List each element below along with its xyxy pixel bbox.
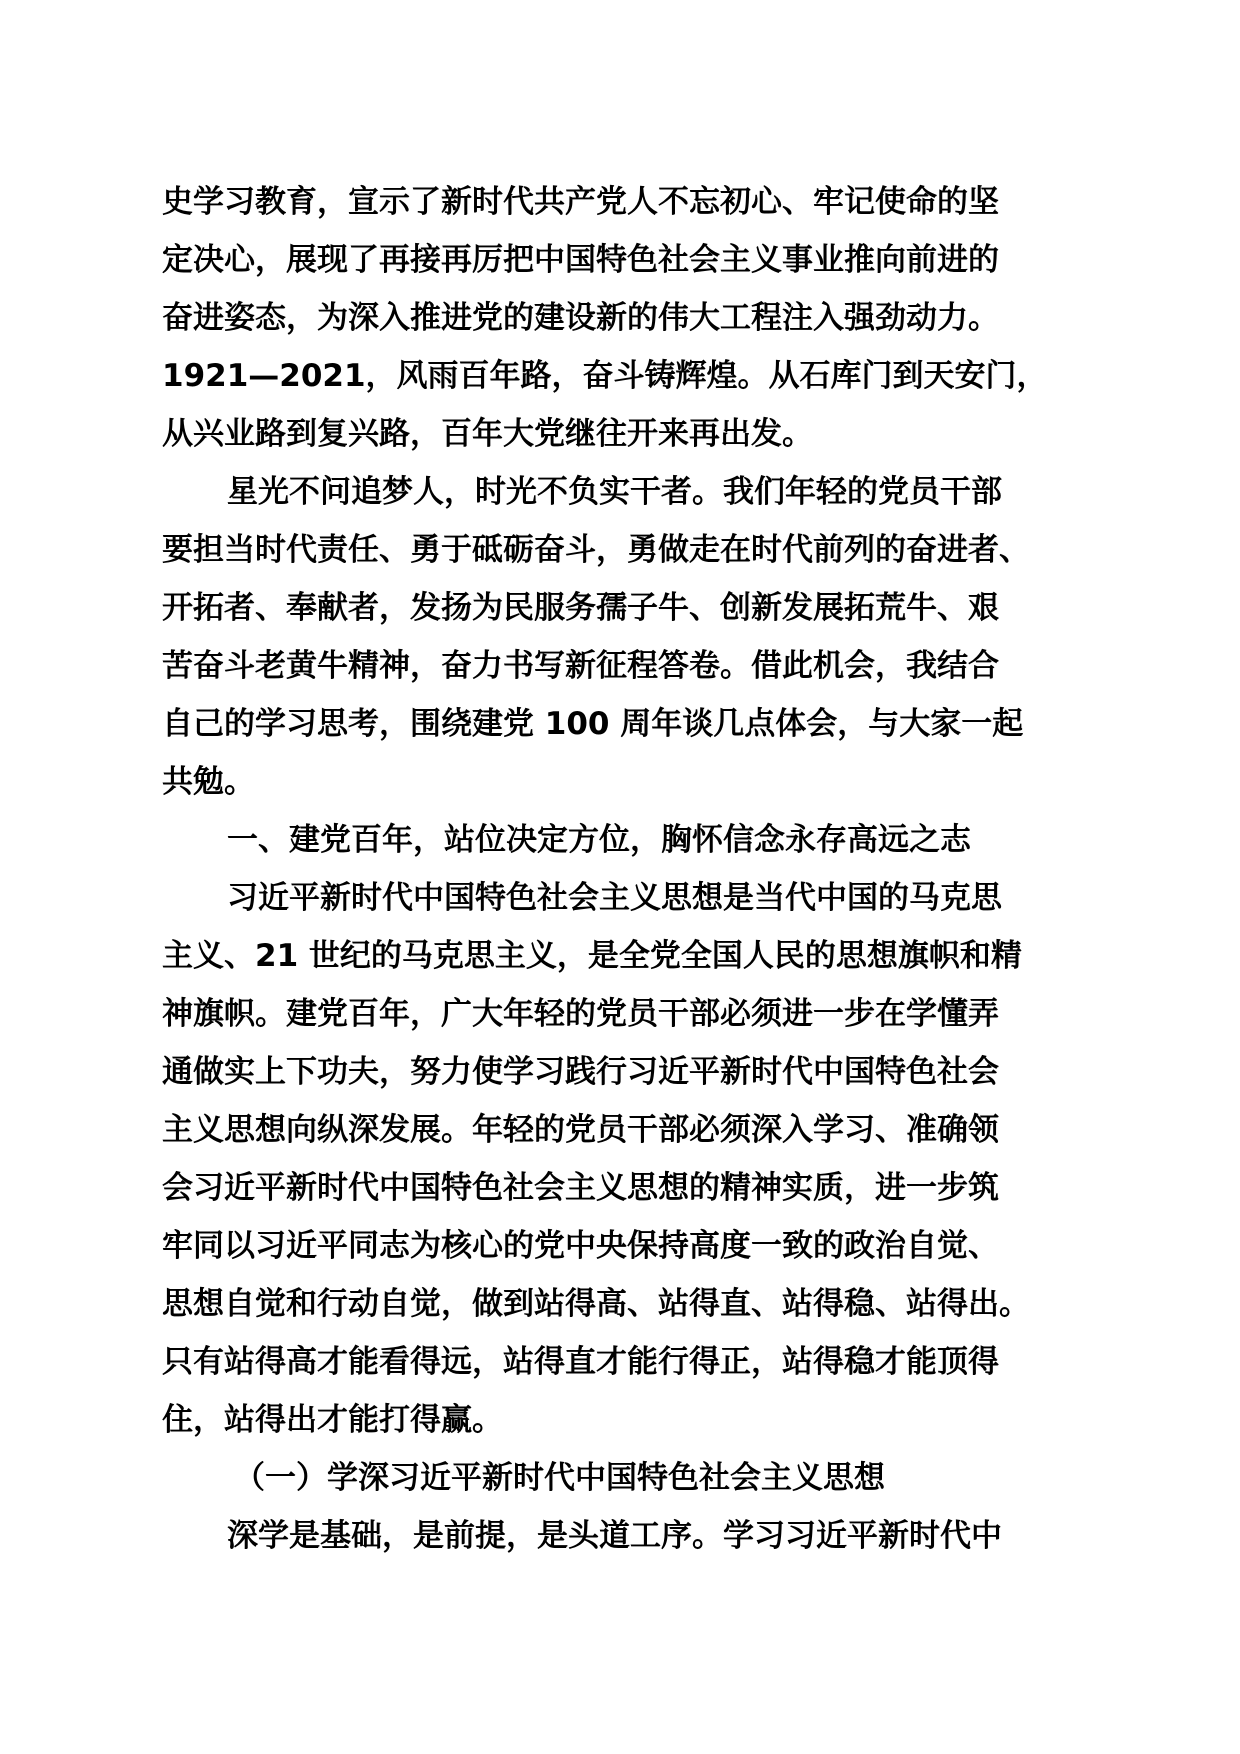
- subsection-heading: （一）学深习近平新时代中国特色社会主义思想: [234, 1460, 885, 1496]
- paragraph-line: 苦奋斗老黄牛精神，奋力书写新征程答卷。借此机会，我结合: [162, 648, 999, 684]
- paragraph-line: 开拓者、奉献者，发扬为民服务孺子牛、创新发展拓荒牛、艰: [162, 590, 999, 626]
- paragraph-line: 1921—2021，风雨百年路，奋斗铸辉煌。从石库门到天安门，: [162, 358, 1048, 394]
- paragraph-line: 会习近平新时代中国特色社会主义思想的精神实质，进一步筑: [162, 1170, 999, 1206]
- paragraph-line: 只有站得高才能看得远，站得直才能行得正，站得稳才能顶得: [162, 1344, 999, 1380]
- paragraph-line: 星光不问追梦人，时光不负实干者。我们年轻的党员干部: [227, 474, 1002, 510]
- section-heading: 一、建党百年，站位决定方位，胸怀信念永存高远之志: [227, 822, 971, 858]
- paragraph-line: 牢同以习近平同志为核心的党中央保持高度一致的政治自觉、: [162, 1228, 999, 1264]
- paragraph-line: 自己的学习思考，围绕建党 100 周年谈几点体会，与大家一起: [162, 706, 1024, 742]
- paragraph-line: 共勉。: [162, 764, 255, 800]
- paragraph-line: 神旗帜。建党百年，广大年轻的党员干部必须进一步在学懂弄: [162, 996, 999, 1032]
- paragraph-line: 史学习教育，宣示了新时代共产党人不忘初心、牢记使命的坚: [162, 184, 999, 220]
- paragraph-line: 习近平新时代中国特色社会主义思想是当代中国的马克思: [227, 880, 1002, 916]
- paragraph-line: 思想自觉和行动自觉，做到站得高、站得直、站得稳、站得出。: [162, 1286, 1030, 1322]
- paragraph-line: 主义思想向纵深发展。年轻的党员干部必须深入学习、准确领: [162, 1112, 999, 1148]
- paragraph-line: 住，站得出才能打得赢。: [162, 1402, 503, 1438]
- paragraph-line: 主义、21 世纪的马克思主义，是全党全国人民的思想旗帜和精: [162, 938, 1022, 974]
- paragraph-line: 要担当时代责任、勇于砥砺奋斗，勇做走在时代前列的奋进者、: [162, 532, 1030, 568]
- paragraph-line: 定决心，展现了再接再厉把中国特色社会主义事业推向前进的: [162, 242, 999, 278]
- paragraph-line: 奋进姿态，为深入推进党的建设新的伟大工程注入强劲动力。: [162, 300, 999, 336]
- paragraph-line: 从兴业路到复兴路，百年大党继往开来再出发。: [162, 416, 813, 452]
- body-text: [162, 180, 1092, 1572]
- paragraph-line: 深学是基础，是前提，是头道工序。学习习近平新时代中: [227, 1518, 1002, 1554]
- paragraph-line: 通做实上下功夫，努力使学习践行习近平新时代中国特色社会: [162, 1054, 999, 1090]
